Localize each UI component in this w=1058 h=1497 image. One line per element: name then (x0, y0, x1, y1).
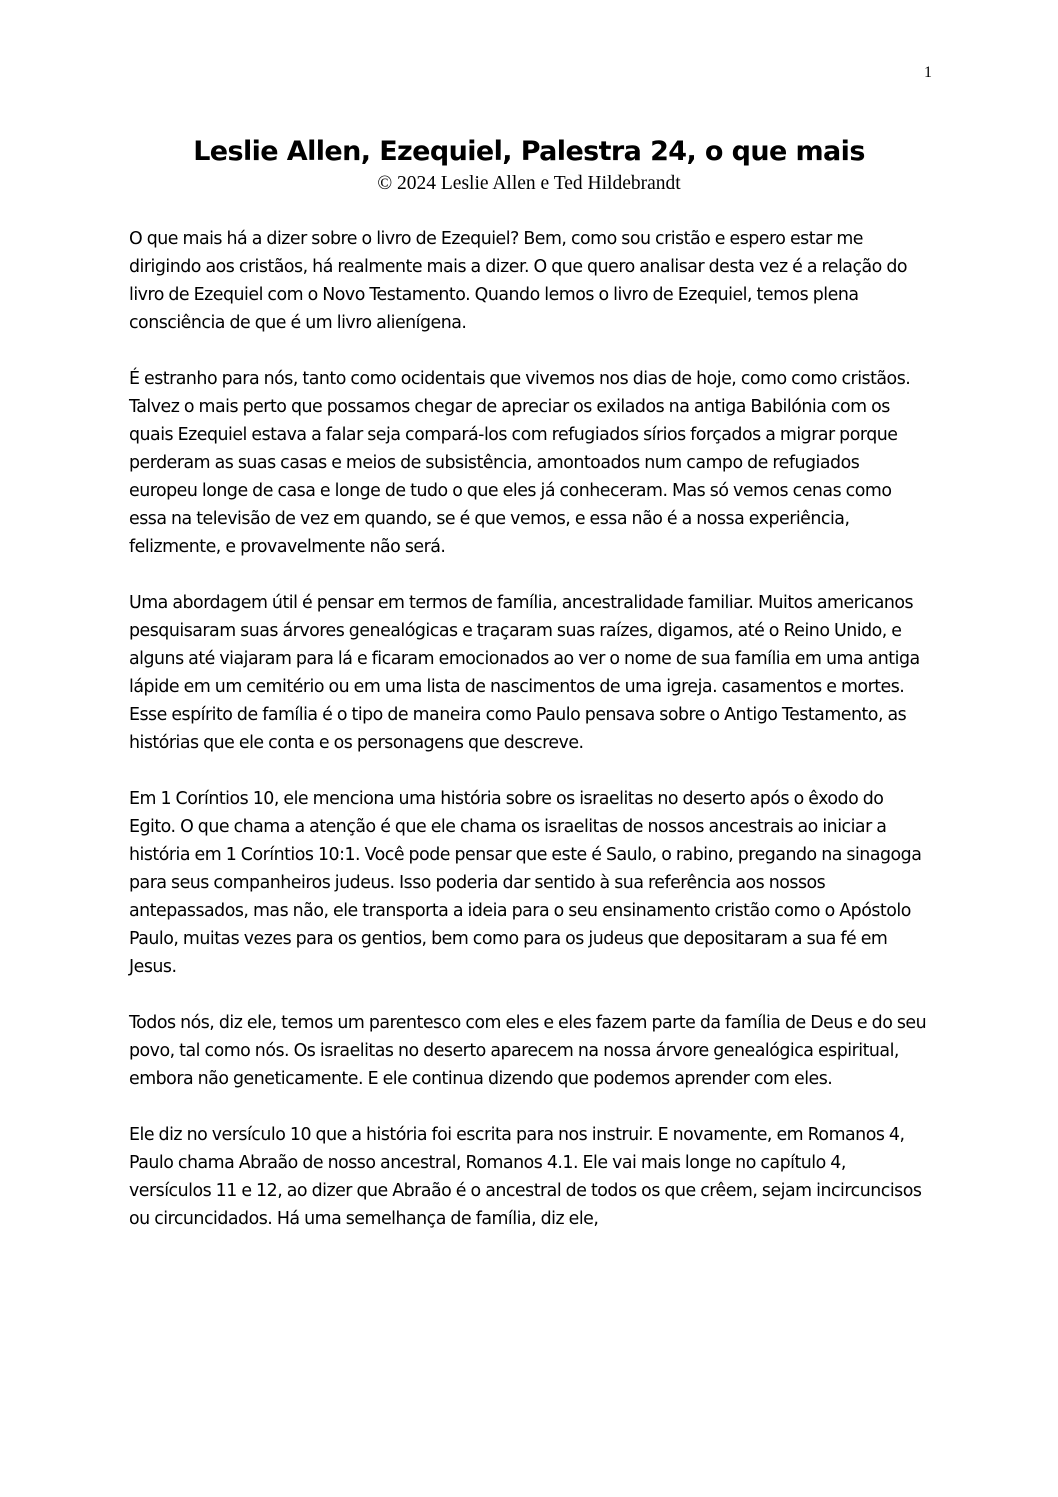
paragraph-3: Uma abordagem útil é pensar em termos de família, ancestralidade familiar. Muitos americanos pesquisaram suas árvores genealógicas e traçaram suas raízes, digamos, até o Reino Unido, e alguns até viajaram para lá e ficaram emocionados ao ver o nome de sua família em uma antiga lápide em um cemitério ou em uma lista de nascimentos de uma igreja. casamentos e mortes. Esse espírito de família é o tipo de maneira como Paulo pensava sobre o Antigo Testamento, as histórias que ele conta e os personagens que descreve. (129, 593, 920, 753)
copyright-line: © 2024 Leslie Allen e Ted Hildebrandt (377, 173, 681, 194)
page-number: 1 (924, 64, 932, 81)
paragraph-4: Em 1 Coríntios 10, ele menciona uma história sobre os israelitas no deserto após o êxodo do Egito. O que chama a atenção é que ele chama os israelitas de nossos ancestrais ao iniciar a história em 1 Coríntios 10:1. Você pode pensar que este é Saulo, o rabino, pregando na sinagoga para seus companheiros judeus. Isso poderia dar sentido à sua referência aos nossos antepassados, mas não, ele transporta a ideia para o seu ensinamento cristão como o Apóstolo Paulo, muitas vezes para os gentios, bem como para os judeus que depositaram a sua fé em Jesus. (129, 789, 922, 977)
document-title: Leslie Allen, Ezequiel, Palestra 24, o que mais (193, 136, 865, 167)
title-block (0, 133, 1058, 197)
body-text (129, 225, 930, 1261)
paragraph-2: É estranho para nós, tanto como ocidentais que vivemos nos dias de hoje, como como cristãos. Talvez o mais perto que possamos chegar de apreciar os exilados na antiga Babilónia com os quais Ezequiel estava a falar seja compará-los com refugiados sírios forçados a migrar porque perderam as suas casas e meios de subsistência, amontoados num campo de refugiados europeu longe de casa e longe de tudo o que eles já conheceram. Mas só vemos cenas como essa na televisão de vez em quando, se é que vemos, e essa não é a nossa experiência, felizmente, e provavelmente não será. (129, 369, 911, 557)
paragraph-6: Ele diz no versículo 10 que a história foi escrita para nos instruir. E novamente, em Romanos 4, Paulo chama Abraão de nosso ancestral, Romanos 4.1. Ele vai mais longe no capítulo 4, versículos 11 e 12, ao dizer que Abraão é o ancestral de todos os que crêem, sejam incircuncisos ou circuncidados. Há uma semelhança de família, diz ele, (129, 1125, 922, 1229)
paragraph-5: Todos nós, diz ele, temos um parentesco com eles e eles fazem parte da família de Deus e do seu povo, tal como nós. Os israelitas no deserto aparecem na nossa árvore genealógica espiritual, embora não geneticamente. E ele continua dizendo que podemos aprender com eles. (129, 1013, 927, 1089)
paragraph-1: O que mais há a dizer sobre o livro de Ezequiel? Bem, como sou cristão e espero estar me dirigindo aos cristãos, há realmente mais a dizer. O que quero analisar desta vez é a relação do livro de Ezequiel com o Novo Testamento. Quando lemos o livro de Ezequiel, temos plena consciência de que é um livro alienígena. (129, 229, 908, 333)
